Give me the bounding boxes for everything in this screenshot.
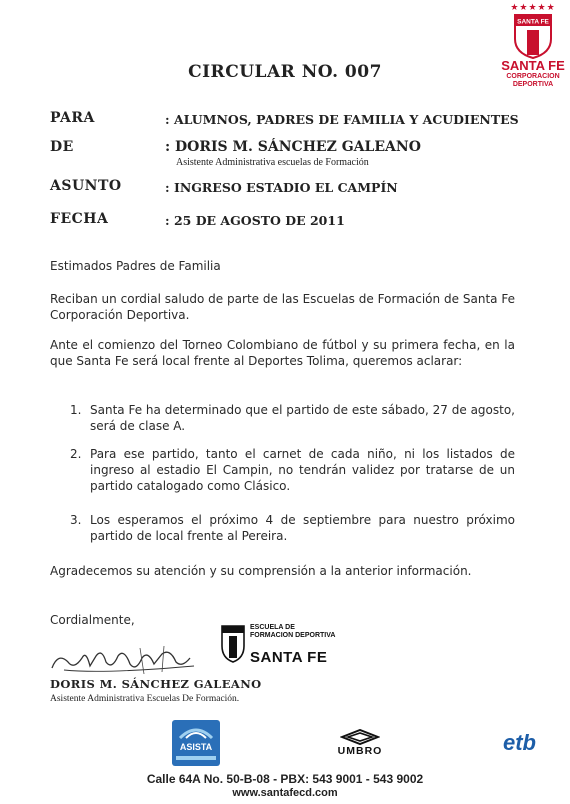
asista-logo: [172, 720, 220, 766]
stamp-line-2: FORMACION DEPORTIVA: [250, 632, 336, 639]
list-text: Los esperamos el próximo 4 de septiembre para nuestro próximo partido de local frente al Pereira.: [90, 513, 515, 543]
umbro-diamond-icon: [340, 729, 380, 745]
fecha-value: : 25 DE AGOSTO DE 2011: [165, 213, 345, 228]
umbro-logo: [320, 729, 400, 757]
school-stamp: [218, 622, 338, 666]
footer-website: www.santafecd.com: [232, 787, 338, 799]
de-label: DE: [50, 139, 74, 155]
document-title: CIRCULAR NO. 007: [188, 62, 382, 82]
paragraph-1: Reciban un cordial saludo de parte de las Escuelas de Formación de Santa Fe Corporación Deportiva.: [50, 292, 515, 322]
handwritten-signature: [44, 644, 204, 678]
umbro-label: UMBRO: [337, 745, 383, 757]
paragraph-2: Ante el comienzo del Torneo Colombiano de fútbol y su primera fecha, en la que Santa Fe será local frente al Deportes Tolima, queremos aclarar:: [50, 338, 515, 368]
paragraph-3: Agradecemos su atención y su comprensión a la anterior información.: [50, 564, 472, 578]
de-role: Asistente Administrativa escuelas de Formación: [176, 157, 369, 168]
fecha-label: FECHA: [50, 211, 109, 227]
logo-subtitle: CORPORACION DEPORTIVA: [506, 73, 560, 88]
list-number: 3.: [70, 513, 82, 527]
list-text: Santa Fe ha determinado que el partido de este sábado, 27 de agosto, será de clase A.: [90, 403, 515, 433]
signature-role: Asistente Administrativa Escuelas De Formación.: [50, 694, 240, 704]
asunto-value: : INGRESO ESTADIO EL CAMPÍN: [165, 180, 398, 195]
list-text: Para ese partido, tanto el carnet de cada niño, ni los listados de ingreso al estadio El Campin, no tendrán validez por tratarse de un partido catalogado como Clásico.: [90, 447, 515, 493]
list-number: 1.: [70, 403, 82, 417]
de-value: : DORIS M. SÁNCHEZ GALEANO: [165, 139, 421, 155]
logo-stars: ★★★★★: [510, 3, 556, 13]
para-label: PARA: [50, 110, 95, 126]
footer-address: Calle 64A No. 50-B-08 - PBX: 543 9001 - 543 9002: [146, 772, 424, 786]
stamp-brand: SANTA FE: [250, 649, 328, 666]
asista-label: ASISTA: [179, 742, 213, 752]
para-value: : ALUMNOS, PADRES DE FAMILIA Y ACUDIENTES: [165, 112, 519, 127]
signature-name: DORIS M. SÁNCHEZ GALEANO: [50, 677, 262, 691]
closing: Cordialmente,: [50, 613, 135, 627]
list-item: [70, 446, 515, 494]
list-number: 2.: [70, 447, 82, 461]
stamp-line-1: ESCUELA DE: [250, 624, 295, 631]
crest-icon: [220, 624, 246, 664]
list-item: [70, 512, 515, 544]
list-item: [70, 402, 515, 434]
greeting: Estimados Padres de Familia: [50, 259, 221, 273]
logo-name: SANTA FE: [501, 58, 565, 73]
shield-text: SANTA FE: [517, 18, 549, 26]
asunto-label: ASUNTO: [50, 178, 122, 194]
etb-logo: etb: [503, 730, 536, 755]
shield-icon: [513, 13, 553, 59]
